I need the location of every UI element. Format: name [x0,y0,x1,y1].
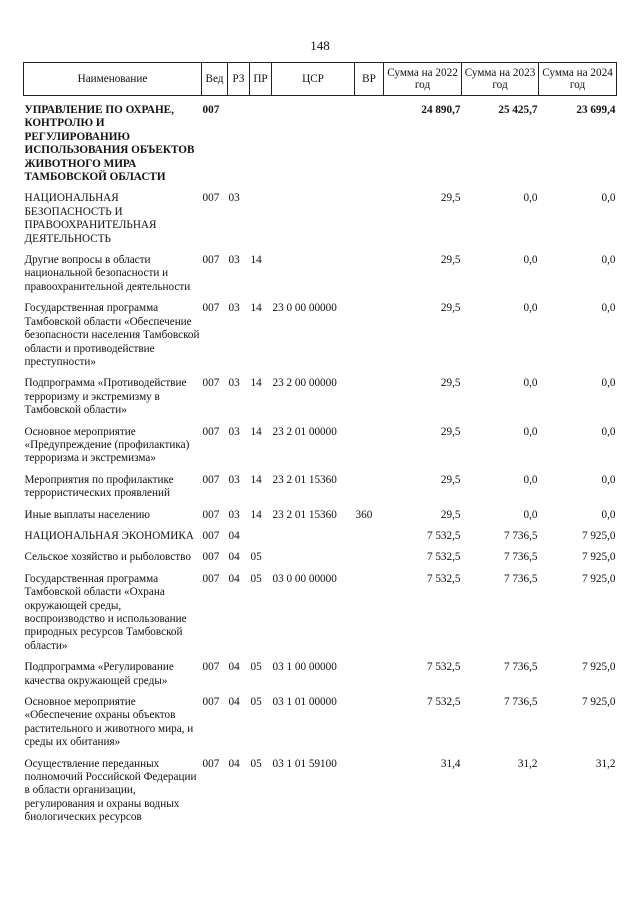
row-spacer [24,418,617,426]
table-row [24,377,617,417]
row-name: Подпрограмма «Противодействие терроризму и экстремизму в Тамбовской области» [24,377,187,417]
row-name: Основное мероприятие «Обеспечение охраны объектов растительного и животного мира, и среды их обитания» [24,696,194,749]
row-vr [355,474,384,501]
row-ved: 007 [202,696,220,709]
row-pr: 05 [250,572,262,585]
row-sum-2024: 31,2 [595,757,616,770]
row-ved: 007 [202,377,220,390]
row-sum-2024: 0,0 [601,377,616,390]
row-pr: 05 [250,551,262,564]
row-pr [250,104,272,184]
row-rz: 04 [228,661,240,674]
row-ved: 007 [202,529,220,542]
table-row [24,302,617,369]
row-spacer [24,565,617,573]
row-name: Подпрограмма «Регулирование качества окружающей среды» [24,661,174,687]
row-csr: 03 1 00 00000 [272,661,337,674]
row-csr [272,530,355,543]
row-name: НАЦИОНАЛЬНАЯ ЭКОНОМИКА [24,529,194,542]
row-sum-2024: 7 925,0 [581,661,616,674]
row-ved: 007 [202,572,220,585]
row-name: НАЦИОНАЛЬНАЯ БЕЗОПАСНОСТЬ И ПРАВООХРАНИТЕЛЬНАЯ ДЕЯТЕЛЬНОСТЬ [24,192,157,245]
row-pr: 14 [250,508,262,521]
row-rz: 03 [228,473,240,486]
row-sum-2022: 29,5 [440,377,461,390]
row-sum-2024: 7 925,0 [581,572,616,585]
row-sum-2024: 0,0 [601,254,616,267]
row-spacer [24,653,617,661]
row-sum-2024: 0,0 [601,302,616,315]
header-sum-2024: Сумма на 2024 год [539,63,617,96]
row-spacer [24,688,617,696]
row-sum-2024: 0,0 [601,425,616,438]
row-sum-2023: 7 736,5 [503,572,538,585]
row-spacer-cell [24,750,617,758]
row-rz: 04 [228,696,240,709]
header-ved: Вед [202,63,228,96]
header-sum-2023: Сумма на 2023 год [462,63,539,96]
row-pr: 14 [250,377,262,390]
header-vr: ВР [355,63,384,96]
row-spacer [24,369,617,377]
row-pr: 14 [250,473,262,486]
row-spacer-cell [24,653,617,661]
row-spacer-cell [24,96,617,105]
row-csr [272,551,355,564]
row-spacer [24,96,617,105]
row-csr: 23 2 01 00000 [272,425,337,438]
row-sum-2022: 29,5 [440,192,461,205]
row-sum-2023: 7 736,5 [503,661,538,674]
row-sum-2022: 29,5 [440,508,461,521]
row-sum-2022: 29,5 [440,254,461,267]
row-spacer [24,184,617,192]
row-sum-2022: 7 532,5 [426,551,461,564]
row-vr [355,104,384,184]
row-sum-2022: 29,5 [440,425,461,438]
row-ved: 007 [202,551,220,564]
row-spacer-cell [24,522,617,530]
row-ved: 007 [202,104,220,116]
row-name: Осуществление переданных полномочий Российской Федерации в области организации, регулирования и охраны водных биологических ресурсов [24,757,197,824]
table-row [24,509,617,522]
row-spacer [24,466,617,474]
row-spacer [24,522,617,530]
row-rz: 04 [228,529,240,542]
table-row [24,254,617,294]
row-csr [272,192,355,246]
row-spacer [24,294,617,302]
row-name: Мероприятия по профилактике террористических проявлений [24,473,174,500]
header-name: Наименование [24,63,202,96]
row-vr: 360 [355,508,373,521]
row-sum-2023: 7 736,5 [503,696,538,709]
header-csr: ЦСР [272,63,355,96]
row-sum-2024: 23 699,4 [576,104,616,116]
row-ved: 007 [202,192,220,205]
row-csr: 23 2 01 15360 [272,473,337,486]
row-spacer [24,501,617,509]
table-row [24,573,617,653]
row-spacer-cell [24,418,617,426]
row-vr [355,696,384,750]
row-sum-2022: 24 890,7 [421,104,461,116]
row-ved: 007 [202,254,220,267]
row-spacer [24,750,617,758]
row-csr [272,104,355,184]
row-csr: 23 0 00 00000 [272,302,337,315]
row-name: Иные выплаты населению [24,508,150,521]
row-pr [250,530,272,543]
row-csr: 03 1 01 00000 [272,696,337,709]
row-sum-2023: 7 736,5 [503,551,538,564]
row-sum-2023: 0,0 [523,425,538,438]
row-spacer [24,543,617,551]
row-pr [250,192,272,246]
row-sum-2022: 31,4 [440,757,461,770]
row-pr: 14 [250,425,262,438]
row-sum-2024: 7 925,0 [581,551,616,564]
row-ved: 007 [202,302,220,315]
row-vr [355,758,384,825]
row-rz: 03 [228,302,240,315]
row-vr [355,661,384,688]
row-rz: 04 [228,572,240,585]
row-sum-2022: 7 532,5 [426,696,461,709]
row-spacer [24,246,617,254]
row-vr [355,302,384,369]
row-name: Основное мероприятие «Предупреждение (профилактика) терроризма и экстремизма» [24,425,190,465]
row-ved: 007 [202,661,220,674]
table-row [24,530,617,543]
row-sum-2024: 0,0 [601,473,616,486]
row-rz: 04 [228,551,240,564]
header-rz: РЗ [228,63,250,96]
row-rz [228,104,250,184]
page-number: 148 [310,38,330,53]
row-spacer-cell [24,501,617,509]
row-sum-2022: 29,5 [440,302,461,315]
row-sum-2022: 7 532,5 [426,661,461,674]
row-csr: 23 2 01 15360 [272,508,337,521]
row-sum-2023: 25 425,7 [498,104,538,116]
row-rz: 04 [228,757,240,770]
row-sum-2023: 31,2 [517,757,538,770]
row-spacer-cell [24,688,617,696]
row-sum-2023: 0,0 [523,508,538,521]
row-vr [355,192,384,246]
row-sum-2024: 7 925,0 [581,529,616,542]
row-ved: 007 [202,508,220,521]
row-name: Сельское хозяйство и рыболовство [24,551,191,564]
row-vr [355,426,384,466]
row-spacer-cell [24,369,617,377]
row-sum-2023: 7 736,5 [503,529,538,542]
table-row [24,426,617,466]
table-row [24,661,617,688]
row-sum-2024: 0,0 [601,508,616,521]
header-sum-2022: Сумма на 2022 год [384,63,462,96]
row-rz: 03 [228,425,240,438]
row-vr [355,551,384,564]
row-csr: 03 1 01 59100 [272,757,337,770]
row-csr [272,254,355,294]
row-sum-2022: 29,5 [440,473,461,486]
row-sum-2022: 7 532,5 [426,529,461,542]
row-pr: 14 [250,302,262,315]
table-row [24,192,617,246]
row-ved: 007 [202,757,220,770]
row-ved: 007 [202,473,220,486]
row-pr: 05 [250,696,262,709]
table-row [24,104,617,184]
row-pr: 05 [250,661,262,674]
header-pr: ПР [250,63,272,96]
row-csr: 23 2 00 00000 [272,377,337,390]
row-sum-2022: 7 532,5 [426,572,461,585]
row-spacer-cell [24,246,617,254]
row-spacer-cell [24,565,617,573]
row-name: УПРАВЛЕНИЕ ПО ОХРАНЕ, КОНТРОЛЮ И РЕГУЛИРОВАНИЮ ИСПОЛЬЗОВАНИЯ ОБЪЕКТОВ ЖИВОТНОГО МИРА ТАМБОВСКОЙ ОБЛАСТИ [24,104,195,184]
row-spacer-cell [24,466,617,474]
table-row [24,696,617,750]
row-vr [355,573,384,653]
row-vr [355,254,384,294]
row-spacer-cell [24,294,617,302]
row-sum-2024: 7 925,0 [581,696,616,709]
row-vr [355,377,384,417]
row-rz: 03 [228,192,240,205]
row-rz: 03 [228,508,240,521]
row-sum-2023: 0,0 [523,473,538,486]
row-spacer-cell [24,543,617,551]
row-name: Другие вопросы в области национальной безопасности и правоохранительной деятельности [24,254,191,293]
row-sum-2024: 0,0 [601,192,616,205]
budget-table [23,62,617,825]
row-csr: 03 0 00 00000 [272,572,337,585]
table-row [24,474,617,501]
row-spacer-cell [24,184,617,192]
row-name: Государственная программа Тамбовской области «Обеспечение безопасности населения Тамбовской области и противодействие преступности» [24,302,200,368]
row-vr [355,530,384,543]
row-sum-2023: 0,0 [523,377,538,390]
row-rz: 03 [228,254,240,267]
row-ved: 007 [202,425,220,438]
row-pr: 05 [250,757,262,770]
row-rz: 03 [228,377,240,390]
row-sum-2023: 0,0 [523,254,538,267]
row-sum-2023: 0,0 [523,302,538,315]
row-pr: 14 [250,254,262,267]
row-name: Государственная программа Тамбовской области «Охрана окружающей среды, воспроизводство и использование природных ресурсов Тамбовской области» [24,572,187,652]
table-row [24,758,617,825]
table-header-row [24,63,617,96]
table-row [24,551,617,564]
row-sum-2023: 0,0 [523,192,538,205]
table-body [24,96,617,825]
